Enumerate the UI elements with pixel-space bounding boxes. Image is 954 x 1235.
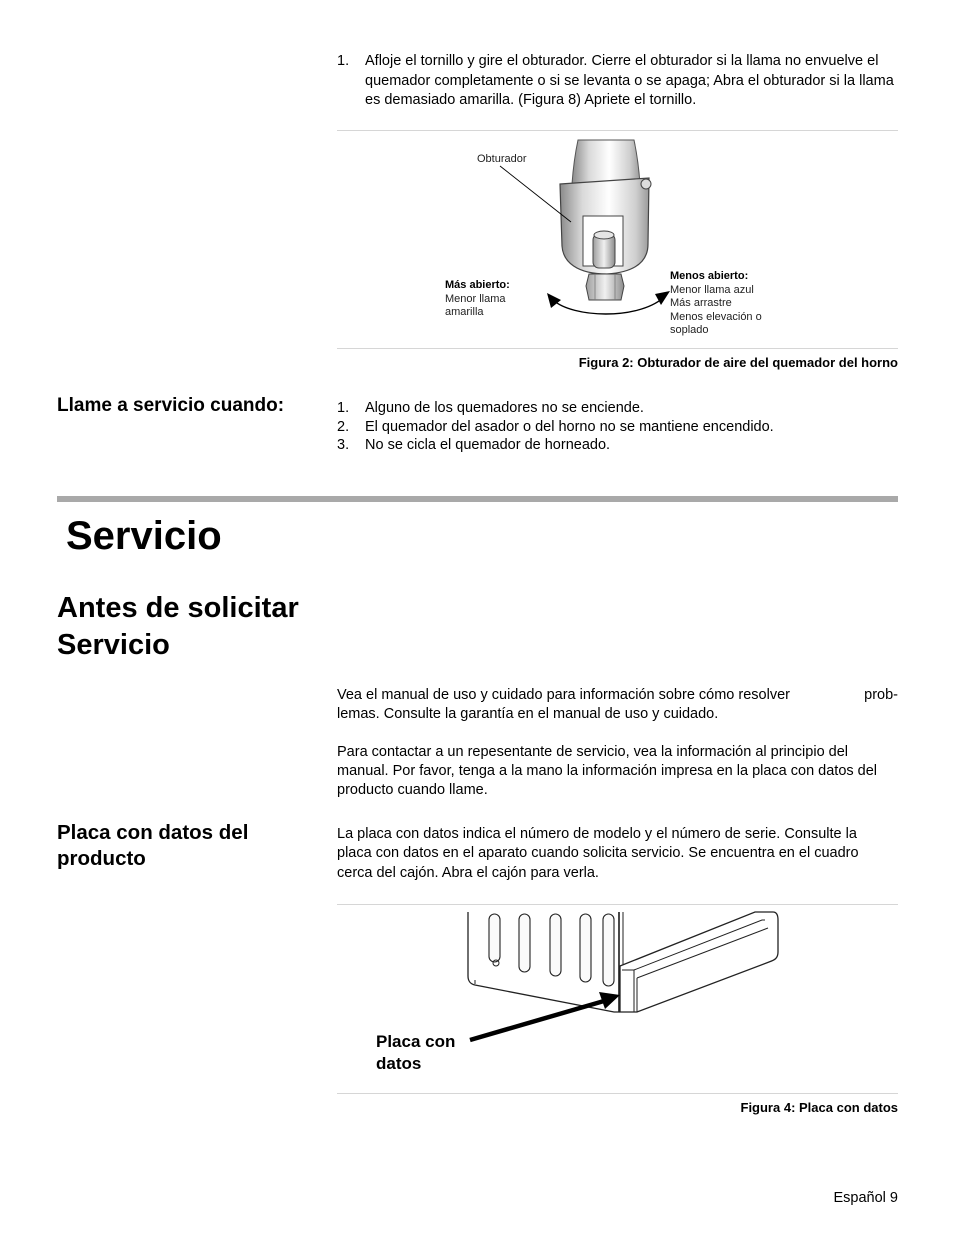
- before-service-para-2: Para contactar a un repesentante de servicio, vea la información al principio del manual. Por favor, tenga a la mano la información impresa en la placa con datos del producto cuando llame.: [337, 744, 878, 798]
- page-number: Español 9: [833, 1190, 898, 1206]
- figure-top-rule: [337, 904, 898, 905]
- menos-abierto-line: soplado: [670, 324, 709, 336]
- heading-line: producto: [57, 847, 146, 870]
- orifice-top: [594, 231, 614, 239]
- menos-abierto-line: Más arrastre: [670, 297, 732, 309]
- heading-line: Antes de solicitar: [57, 592, 299, 624]
- step-1: [337, 52, 907, 112]
- service-call-item: [337, 418, 907, 437]
- data-plate-heading: [57, 820, 248, 872]
- item-text: Alguno de los quemadores no se enciende.: [365, 400, 644, 416]
- label-line: datos: [376, 1053, 422, 1073]
- label-line: Placa con: [376, 1032, 456, 1051]
- figure-bottom-rule: [337, 348, 898, 349]
- label-menos-abierto: [670, 270, 810, 338]
- air-shutter-illustration: [337, 134, 898, 346]
- para-line: Vea el manual de uso y cuidado para información sobre cómo resolver: [337, 687, 790, 703]
- figure-2-caption: Figura 2: Obturador de aire del quemador del horno: [578, 355, 898, 370]
- menos-abierto-line: Menos elevación o: [670, 310, 762, 323]
- mas-abierto-title: Más abierto:: [445, 279, 510, 291]
- item-number: 1.: [337, 400, 350, 416]
- mas-abierto-line: Menor llama: [445, 292, 506, 305]
- shutter-screw: [641, 179, 651, 189]
- heading-line: Servicio: [57, 629, 170, 661]
- figure-4-caption: Figura 4: Placa con datos: [740, 1100, 898, 1115]
- service-call-item: [337, 436, 907, 455]
- label-mas-abierto: [445, 279, 545, 320]
- burner-tube: [572, 140, 640, 184]
- data-plate-para: [337, 825, 898, 883]
- arrow-head-left: [547, 293, 561, 308]
- heading-line: Placa con datos del: [57, 821, 249, 844]
- item-number: 2.: [337, 419, 350, 435]
- label-obturador: Obturador: [477, 153, 527, 165]
- service-call-item: [337, 399, 907, 418]
- para-line: La placa con datos indica el número de modelo y el número de serie. Consulte la: [337, 826, 857, 842]
- section-divider-bar: [57, 496, 898, 502]
- item-text: No se cicla el quemador de horneado.: [365, 437, 611, 453]
- menos-abierto-title: Menos abierto:: [670, 270, 749, 282]
- para-line: placa con datos en el aparato cuando solicita servicio. Se encuentra en el cuadro: [337, 845, 859, 861]
- hyphen-fragment: prob-: [864, 687, 898, 703]
- drawer: [620, 912, 778, 1012]
- figure-top-rule: [337, 130, 898, 131]
- step-text: Afloje el tornillo y gire el obturador. Cierre el obturador si la llama no envuelve el quemador completamente o si se levanta o se apaga; Abra el obturador si la llama es demasiado amarilla. (Figura 8) Apriete el tornillo.: [365, 53, 894, 108]
- para-line: cerca del cajón. Abra el cajón para verla.: [337, 865, 599, 881]
- mas-abierto-line: amarilla: [445, 306, 484, 318]
- pointer-arrow: [470, 1001, 604, 1040]
- before-service-heading: [57, 590, 299, 664]
- hex-nut: [586, 274, 624, 300]
- step-number: 1.: [337, 53, 350, 69]
- item-number: 3.: [337, 437, 350, 453]
- menos-abierto-line: Menor llama azul: [670, 283, 754, 296]
- section-title: Servicio: [66, 514, 222, 558]
- para-line: lemas. Consulte la garantía en el manual de uso y cuidado.: [337, 706, 719, 722]
- service-call-heading: Llame a servicio cuando:: [57, 395, 285, 416]
- before-service-para-1: [337, 686, 898, 724]
- data-plate-label: [376, 1031, 455, 1074]
- figure-bottom-rule: [337, 1093, 898, 1094]
- item-text: El quemador del asador o del horno no se mantiene encendido.: [365, 419, 774, 435]
